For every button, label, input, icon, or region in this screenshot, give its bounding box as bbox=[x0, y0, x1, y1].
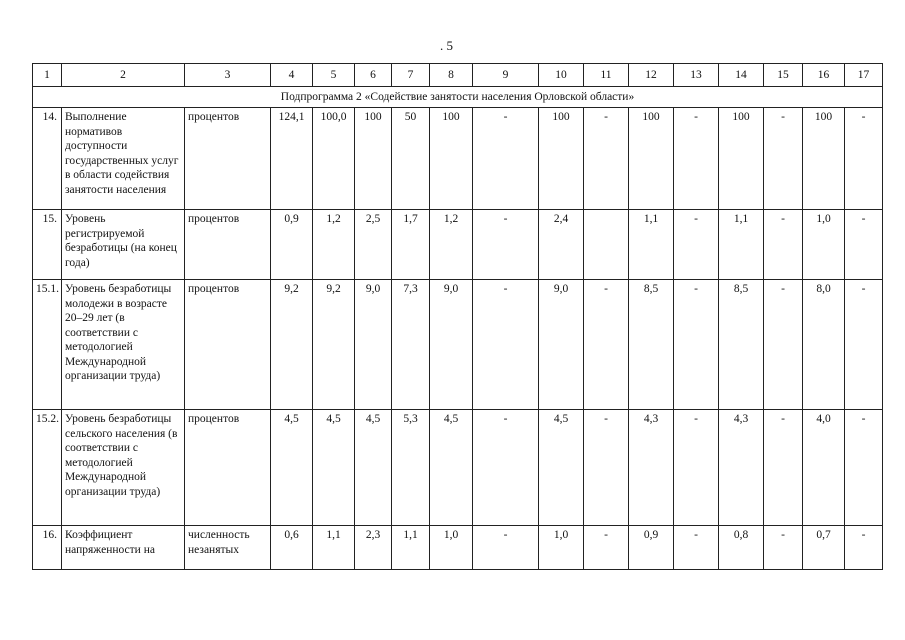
header-cell-16: 16 bbox=[803, 64, 845, 87]
value-cell: 4,5 bbox=[313, 410, 355, 526]
row-number: 15. bbox=[33, 210, 62, 280]
value-cell: 1,2 bbox=[430, 210, 473, 280]
value-cell: - bbox=[764, 108, 803, 210]
value-cell: - bbox=[473, 526, 539, 570]
value-cell: - bbox=[473, 108, 539, 210]
value-cell: 124,1 bbox=[271, 108, 313, 210]
value-cell: - bbox=[674, 410, 719, 526]
value-cell: - bbox=[584, 410, 629, 526]
header-cell-5: 5 bbox=[313, 64, 355, 87]
unit-cell: процентов bbox=[185, 210, 271, 280]
unit-cell: численность незанятых bbox=[185, 526, 271, 570]
value-cell: - bbox=[764, 526, 803, 570]
value-cell: 8,5 bbox=[629, 280, 674, 410]
value-cell: 1,1 bbox=[719, 210, 764, 280]
value-cell: - bbox=[473, 210, 539, 280]
value-cell: 100 bbox=[803, 108, 845, 210]
value-cell: - bbox=[674, 526, 719, 570]
header-cell-9: 9 bbox=[473, 64, 539, 87]
value-cell: 4,5 bbox=[355, 410, 392, 526]
value-cell: 2,5 bbox=[355, 210, 392, 280]
value-cell: 0,7 bbox=[803, 526, 845, 570]
header-cell-8: 8 bbox=[430, 64, 473, 87]
header-cell-11: 11 bbox=[584, 64, 629, 87]
header-cell-6: 6 bbox=[355, 64, 392, 87]
table-row bbox=[33, 108, 883, 210]
value-cell: 9,2 bbox=[313, 280, 355, 410]
value-cell: 1,2 bbox=[313, 210, 355, 280]
value-cell: - bbox=[473, 410, 539, 526]
value-cell: 8,5 bbox=[719, 280, 764, 410]
value-cell: - bbox=[845, 526, 883, 570]
value-cell: 1,0 bbox=[430, 526, 473, 570]
value-cell: 0,9 bbox=[629, 526, 674, 570]
table-row bbox=[33, 410, 883, 526]
value-cell: 9,0 bbox=[355, 280, 392, 410]
indicators-table bbox=[32, 63, 883, 570]
value-cell: 5,3 bbox=[392, 410, 430, 526]
unit-cell: процентов bbox=[185, 280, 271, 410]
value-cell: - bbox=[584, 280, 629, 410]
value-cell: 1,1 bbox=[629, 210, 674, 280]
value-cell: 4,5 bbox=[430, 410, 473, 526]
value-cell: 0,6 bbox=[271, 526, 313, 570]
value-cell: 1,1 bbox=[313, 526, 355, 570]
value-cell: 4,5 bbox=[271, 410, 313, 526]
header-cell-12: 12 bbox=[629, 64, 674, 87]
value-cell: 9,0 bbox=[539, 280, 584, 410]
header-cell-17: 17 bbox=[845, 64, 883, 87]
value-cell: - bbox=[674, 210, 719, 280]
value-cell: 100,0 bbox=[313, 108, 355, 210]
header-cell-15: 15 bbox=[764, 64, 803, 87]
header-cell-10: 10 bbox=[539, 64, 584, 87]
value-cell bbox=[584, 210, 629, 280]
value-cell: 2,4 bbox=[539, 210, 584, 280]
value-cell: - bbox=[764, 210, 803, 280]
subprogram-row bbox=[33, 87, 883, 108]
table-row bbox=[33, 526, 883, 570]
header-cell-2: 2 bbox=[62, 64, 185, 87]
row-number: 14. bbox=[33, 108, 62, 210]
value-cell: 9,2 bbox=[271, 280, 313, 410]
value-cell: 7,3 bbox=[392, 280, 430, 410]
value-cell: 0,8 bbox=[719, 526, 764, 570]
value-cell: 4,5 bbox=[539, 410, 584, 526]
indicator-name: Выполнение нормативов доступности государственных услуг в области содействия занятости населения bbox=[62, 108, 185, 210]
row-number: 16. bbox=[33, 526, 62, 570]
subprogram-title: Подпрограмма 2 «Содействие занятости населения Орловской области» bbox=[33, 87, 883, 108]
table-row bbox=[33, 210, 883, 280]
indicator-name: Уровень регистрируемой безработицы (на конец года) bbox=[62, 210, 185, 280]
value-cell: - bbox=[764, 410, 803, 526]
indicator-name: Коэффициент напряженности на bbox=[62, 526, 185, 570]
value-cell: 100 bbox=[539, 108, 584, 210]
page-number: . 5 bbox=[440, 38, 453, 53]
header-cell-13: 13 bbox=[674, 64, 719, 87]
header-cell-1: 1 bbox=[33, 64, 62, 87]
header-cell-3: 3 bbox=[185, 64, 271, 87]
value-cell: - bbox=[845, 280, 883, 410]
value-cell: 100 bbox=[629, 108, 674, 210]
value-cell: 4,3 bbox=[629, 410, 674, 526]
value-cell: - bbox=[845, 108, 883, 210]
value-cell: 50 bbox=[392, 108, 430, 210]
value-cell: - bbox=[845, 410, 883, 526]
value-cell: 1,0 bbox=[803, 210, 845, 280]
indicator-name: Уровень безработицы сельского населения (в соответствии с методологией Международной организации труда) bbox=[62, 410, 185, 526]
value-cell: 1,0 bbox=[539, 526, 584, 570]
value-cell: 100 bbox=[430, 108, 473, 210]
value-cell: - bbox=[764, 280, 803, 410]
unit-cell: процентов bbox=[185, 410, 271, 526]
unit-cell: процентов bbox=[185, 108, 271, 210]
value-cell: 1,7 bbox=[392, 210, 430, 280]
value-cell: - bbox=[584, 108, 629, 210]
header-cell-4: 4 bbox=[271, 64, 313, 87]
value-cell: 100 bbox=[355, 108, 392, 210]
header-cell-7: 7 bbox=[392, 64, 430, 87]
row-number: 15.1. bbox=[33, 280, 62, 410]
value-cell: 2,3 bbox=[355, 526, 392, 570]
header-cell-14: 14 bbox=[719, 64, 764, 87]
value-cell: - bbox=[584, 526, 629, 570]
indicator-name: Уровень безработицы молодежи в возрасте 20–29 лет (в соответствии с методологией Международной организации труда) bbox=[62, 280, 185, 410]
header-row bbox=[33, 64, 883, 87]
value-cell: 100 bbox=[719, 108, 764, 210]
value-cell: 8,0 bbox=[803, 280, 845, 410]
value-cell: 1,1 bbox=[392, 526, 430, 570]
table-row bbox=[33, 280, 883, 410]
value-cell: - bbox=[674, 108, 719, 210]
value-cell: 0,9 bbox=[271, 210, 313, 280]
value-cell: 4,3 bbox=[719, 410, 764, 526]
value-cell: - bbox=[674, 280, 719, 410]
value-cell: 9,0 bbox=[430, 280, 473, 410]
value-cell: 4,0 bbox=[803, 410, 845, 526]
value-cell: - bbox=[845, 210, 883, 280]
row-number: 15.2. bbox=[33, 410, 62, 526]
value-cell: - bbox=[473, 280, 539, 410]
